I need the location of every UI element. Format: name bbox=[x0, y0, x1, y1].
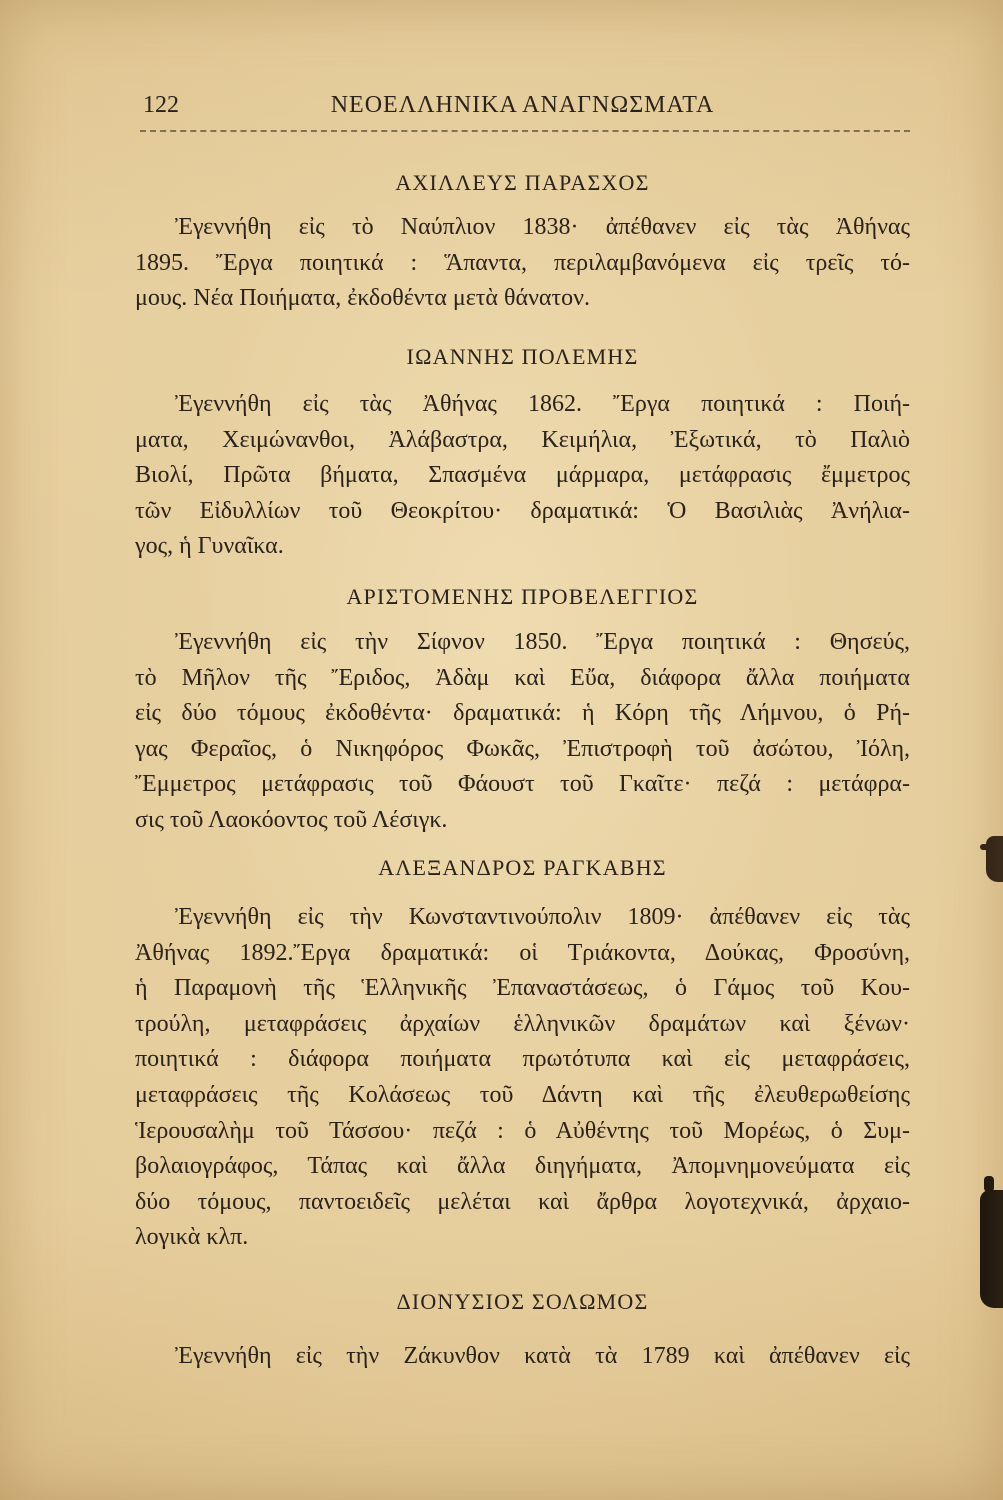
paragraph-line: Ἀθήνας 1892.Ἔργα δραματικά: οἱ Τριάκοντα, Δούκας, Φροσύνη, bbox=[135, 939, 910, 966]
paragraph-line: βολαιογράφος, Τάπας καὶ ἄλλα διηγήματα, Ἀπομνημονεύματα εἰς bbox=[135, 1153, 910, 1180]
paragraph-line: λογικὰ κλπ. bbox=[135, 1224, 249, 1251]
page-edge-damage bbox=[980, 1190, 1003, 1308]
running-title: ΝΕΟΕΛΛΗΝΙΚΑ ΑΝΑΓΝΩΣΜΑΤΑ bbox=[330, 92, 715, 118]
paragraph-line: τρούλη, μεταφράσεις ἀρχαίων ἑλληνικῶν δραμάτων καὶ ξένων· bbox=[135, 1010, 910, 1037]
paragraph-line: σις τοῦ Λαοκόοντος τοῦ Λέσιγκ. bbox=[135, 806, 448, 833]
paragraph-line: Ἐγεννήθη εἰς τὸ Ναύπλιον 1838· ἀπέθανεν εἰς τὰς Ἀθήνας bbox=[175, 214, 910, 240]
paragraph bbox=[135, 900, 910, 1256]
paragraph-line: Ἱερουσαλὴμ τοῦ Τάσσου· πεζά : ὁ Αὐθέντης τοῦ Μορέως, ὁ Συμ- bbox=[135, 1117, 910, 1144]
page-number: 122 bbox=[143, 92, 179, 118]
page-edge-damage bbox=[986, 836, 1003, 882]
section-heading: ΙΩΑΝΝΗΣ ΠΟΛΕΜΗΣ bbox=[406, 344, 639, 369]
paragraph-line: Ἔμμετρος μετάφρασις τοῦ Φάουστ τοῦ Γκαῖτε· πεζά : μετάφρα- bbox=[135, 771, 910, 798]
section-heading: ΔΙΟΝΥΣΙΟΣ ΣΟΛΩΜΟΣ bbox=[396, 1289, 649, 1314]
section-heading: ΑΛΕΞΑΝΔΡΟΣ ΡΑΓΚΑΒΗΣ bbox=[378, 855, 667, 880]
paragraph-line: μους. Νέα Ποιήματα, ἐκδοθέντα μετὰ θάνατον. bbox=[135, 285, 590, 312]
paragraph-line: Ἐγεννήθη εἰς τὰς Ἀθήνας 1862. Ἔργα ποιητικά : Ποιή- bbox=[175, 391, 910, 417]
paragraph-line: Ἐγεννήθη εἰς τὴν Ζάκυνθον κατὰ τὰ 1789 καὶ ἀπέθανεν εἰς bbox=[175, 1343, 910, 1369]
paragraph bbox=[135, 387, 910, 565]
paragraph bbox=[135, 210, 910, 317]
paragraph-line: δύο τόμους, παντοειδεῖς μελέται καὶ ἄρθρα λογοτεχνικά, ἀρχαιο- bbox=[135, 1188, 910, 1215]
paragraph-line: τῶν Εἰδυλλίων τοῦ Θεοκρίτου· δραματικά: Ὁ Βασιλιὰς Ἀνήλια- bbox=[135, 497, 910, 524]
section-heading: ΑΡΙΣΤΟΜΕΝΗΣ ΠΡΟΒΕΛΕΓΓΙΟΣ bbox=[346, 584, 699, 609]
paragraph-line: ποιητικά : διάφορα ποιήματα πρωτότυπα καὶ εἰς μεταφράσεις, bbox=[135, 1046, 910, 1073]
paragraph-line: Ἐγεννήθη εἰς τὴν Σίφνον 1850. Ἔργα ποιητικά : Θησεύς, bbox=[175, 629, 910, 655]
section-heading: ΑΧΙΛΛΕΥΣ ΠΑΡΑΣΧΟΣ bbox=[395, 170, 650, 195]
header-rule bbox=[140, 130, 910, 132]
paragraph-line: γος, ἡ Γυναῖκα. bbox=[135, 533, 284, 560]
paragraph bbox=[135, 1339, 910, 1375]
paragraph-line: γας Φεραῖος, ὁ Νικηφόρος Φωκᾶς, Ἐπιστροφὴ τοῦ ἀσώτου, Ἰόλη, bbox=[135, 735, 910, 762]
paragraph-line: ἡ Παραμονὴ τῆς Ἑλληνικῆς Ἐπαναστάσεως, ὁ Γάμος τοῦ Κου- bbox=[135, 975, 910, 1002]
paragraph-line: ματα, Χειμώνανθοι, Ἀλάβαστρα, Κειμήλια, Ἐξωτικά, τὸ Παλιὸ bbox=[135, 426, 910, 453]
paragraph-line: 1895. Ἔργα ποιητικά : Ἅπαντα, περιλαμβανόμενα εἰς τρεῖς τό- bbox=[135, 249, 910, 276]
paragraph bbox=[135, 625, 910, 839]
paragraph-line: Ἐγεννήθη εἰς τὴν Κωνσταντινούπολιν 1809· ἀπέθανεν εἰς τὰς bbox=[175, 904, 910, 930]
paragraph-line: τὸ Μῆλον τῆς Ἔριδος, Ἀδὰμ καὶ Εὔα, διάφορα ἄλλα ποιήματα bbox=[135, 664, 910, 691]
paragraph-line: μεταφράσεις τῆς Κολάσεως τοῦ Δάντη καὶ τῆς ἐλευθερωθείσης bbox=[135, 1081, 910, 1108]
paragraph-line: εἰς δύο τόμους ἐκδοθέντα· δραματικά: ἡ Κόρη τῆς Λήμνου, ὁ Ρή- bbox=[135, 700, 910, 727]
paragraph-line: Βιολί, Πρῶτα βήματα, Σπασμένα μάρμαρα, μετάφρασις ἔμμετρος bbox=[135, 462, 910, 489]
